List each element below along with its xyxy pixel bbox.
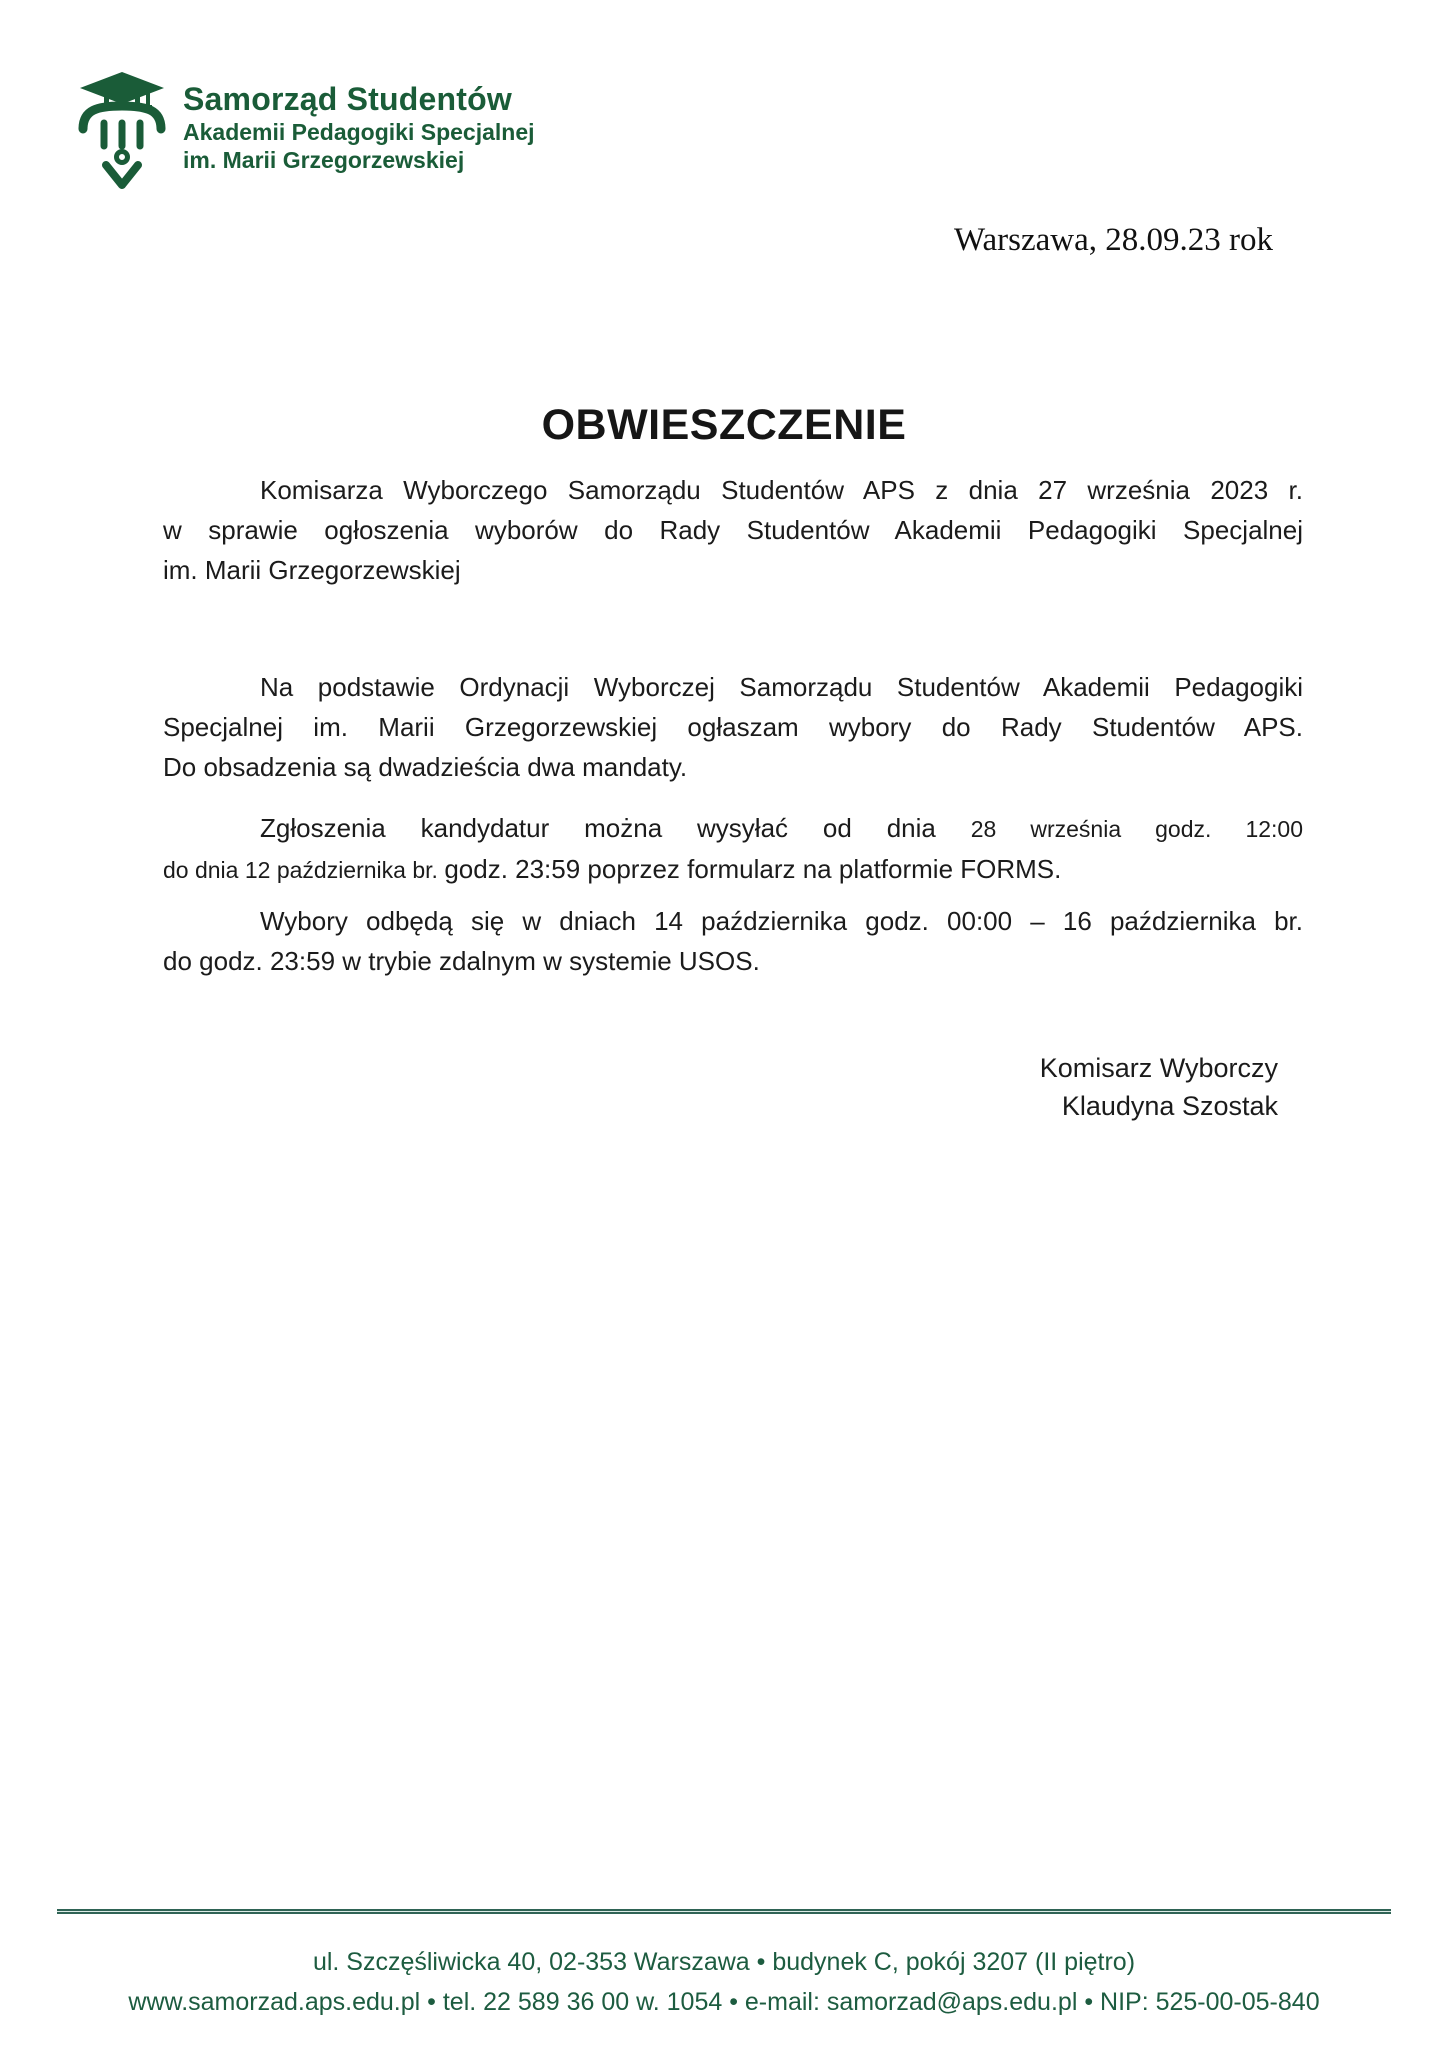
body-line: w sprawie ogłoszenia wyborów do Rady Studentów Akademii Pedagogiki Specjalnej xyxy=(163,515,1303,545)
signature-name: Klaudyna Szostak xyxy=(1061,1091,1278,1121)
logo-text xyxy=(183,80,683,174)
body-line xyxy=(163,849,1303,890)
logo-subtitle-1: Akademii Pedagogiki Specjalnej xyxy=(183,119,535,145)
body-line xyxy=(163,808,1303,849)
footer-divider xyxy=(57,1909,1391,1914)
body-line: do godz. 23:59 w trybie zdalnym w systemie USOS. xyxy=(163,946,760,976)
graduation-cap-column-icon xyxy=(76,72,168,190)
document-body xyxy=(163,470,1303,981)
body-line: Do obsadzenia są dwadzieścia dwa mandaty. xyxy=(163,752,688,782)
footer-address: ul. Szczęśliwicka 40, 02-353 Warszawa • budynek C, pokój 3207 (II piętro) xyxy=(312,1948,1136,1976)
body-line: Specjalnej im. Marii Grzegorzewskiej ogłaszam wybory do Rady Studentów APS. xyxy=(163,712,1303,742)
body-line: im. Marii Grzegorzewskiej xyxy=(163,555,461,585)
footer-contact: www.samorzad.aps.edu.pl • tel. 22 589 36 00 w. 1054 • e-mail: samorzad@aps.edu.pl • NIP: 525-00-05-840 xyxy=(128,1988,1320,2016)
body-line: Wybory odbędą się w dniach 14 października godz. 00:00 – 16 października br. xyxy=(260,906,1303,936)
body-text-small: 28 września godz. 12:00 xyxy=(970,816,1303,842)
paragraph-subject xyxy=(163,470,1303,590)
logo-subtitle-2: im. Marii Grzegorzewskiej xyxy=(183,147,465,173)
body-text: Zgłoszenia kandydatur można wysyłać od dnia xyxy=(260,813,971,843)
body-line: Na podstawie Ordynacji Wyborczej Samorządu Studentów Akademii Pedagogiki xyxy=(260,672,1303,702)
paragraph-applications xyxy=(163,808,1303,890)
logo-title: Samorząd Studentów xyxy=(183,81,512,117)
document-title: OBWIESZCZENIE xyxy=(541,401,907,449)
body-text-small: do dnia 12 października br. xyxy=(163,857,445,883)
dateline: Warszawa, 28.09.23 rok xyxy=(954,222,1273,258)
paragraph-election-dates xyxy=(163,901,1303,981)
signature-block xyxy=(1040,1049,1278,1125)
footer xyxy=(0,1942,1448,2022)
paragraph-announcement xyxy=(163,667,1303,787)
signature-role: Komisarz Wyborczy xyxy=(1039,1053,1278,1083)
body-text: godz. 23:59 poprzez formularz na platformie FORMS. xyxy=(444,854,1062,884)
body-line: Komisarza Wyborczego Samorządu Studentów APS z dnia 27 września 2023 r. xyxy=(260,475,1303,505)
